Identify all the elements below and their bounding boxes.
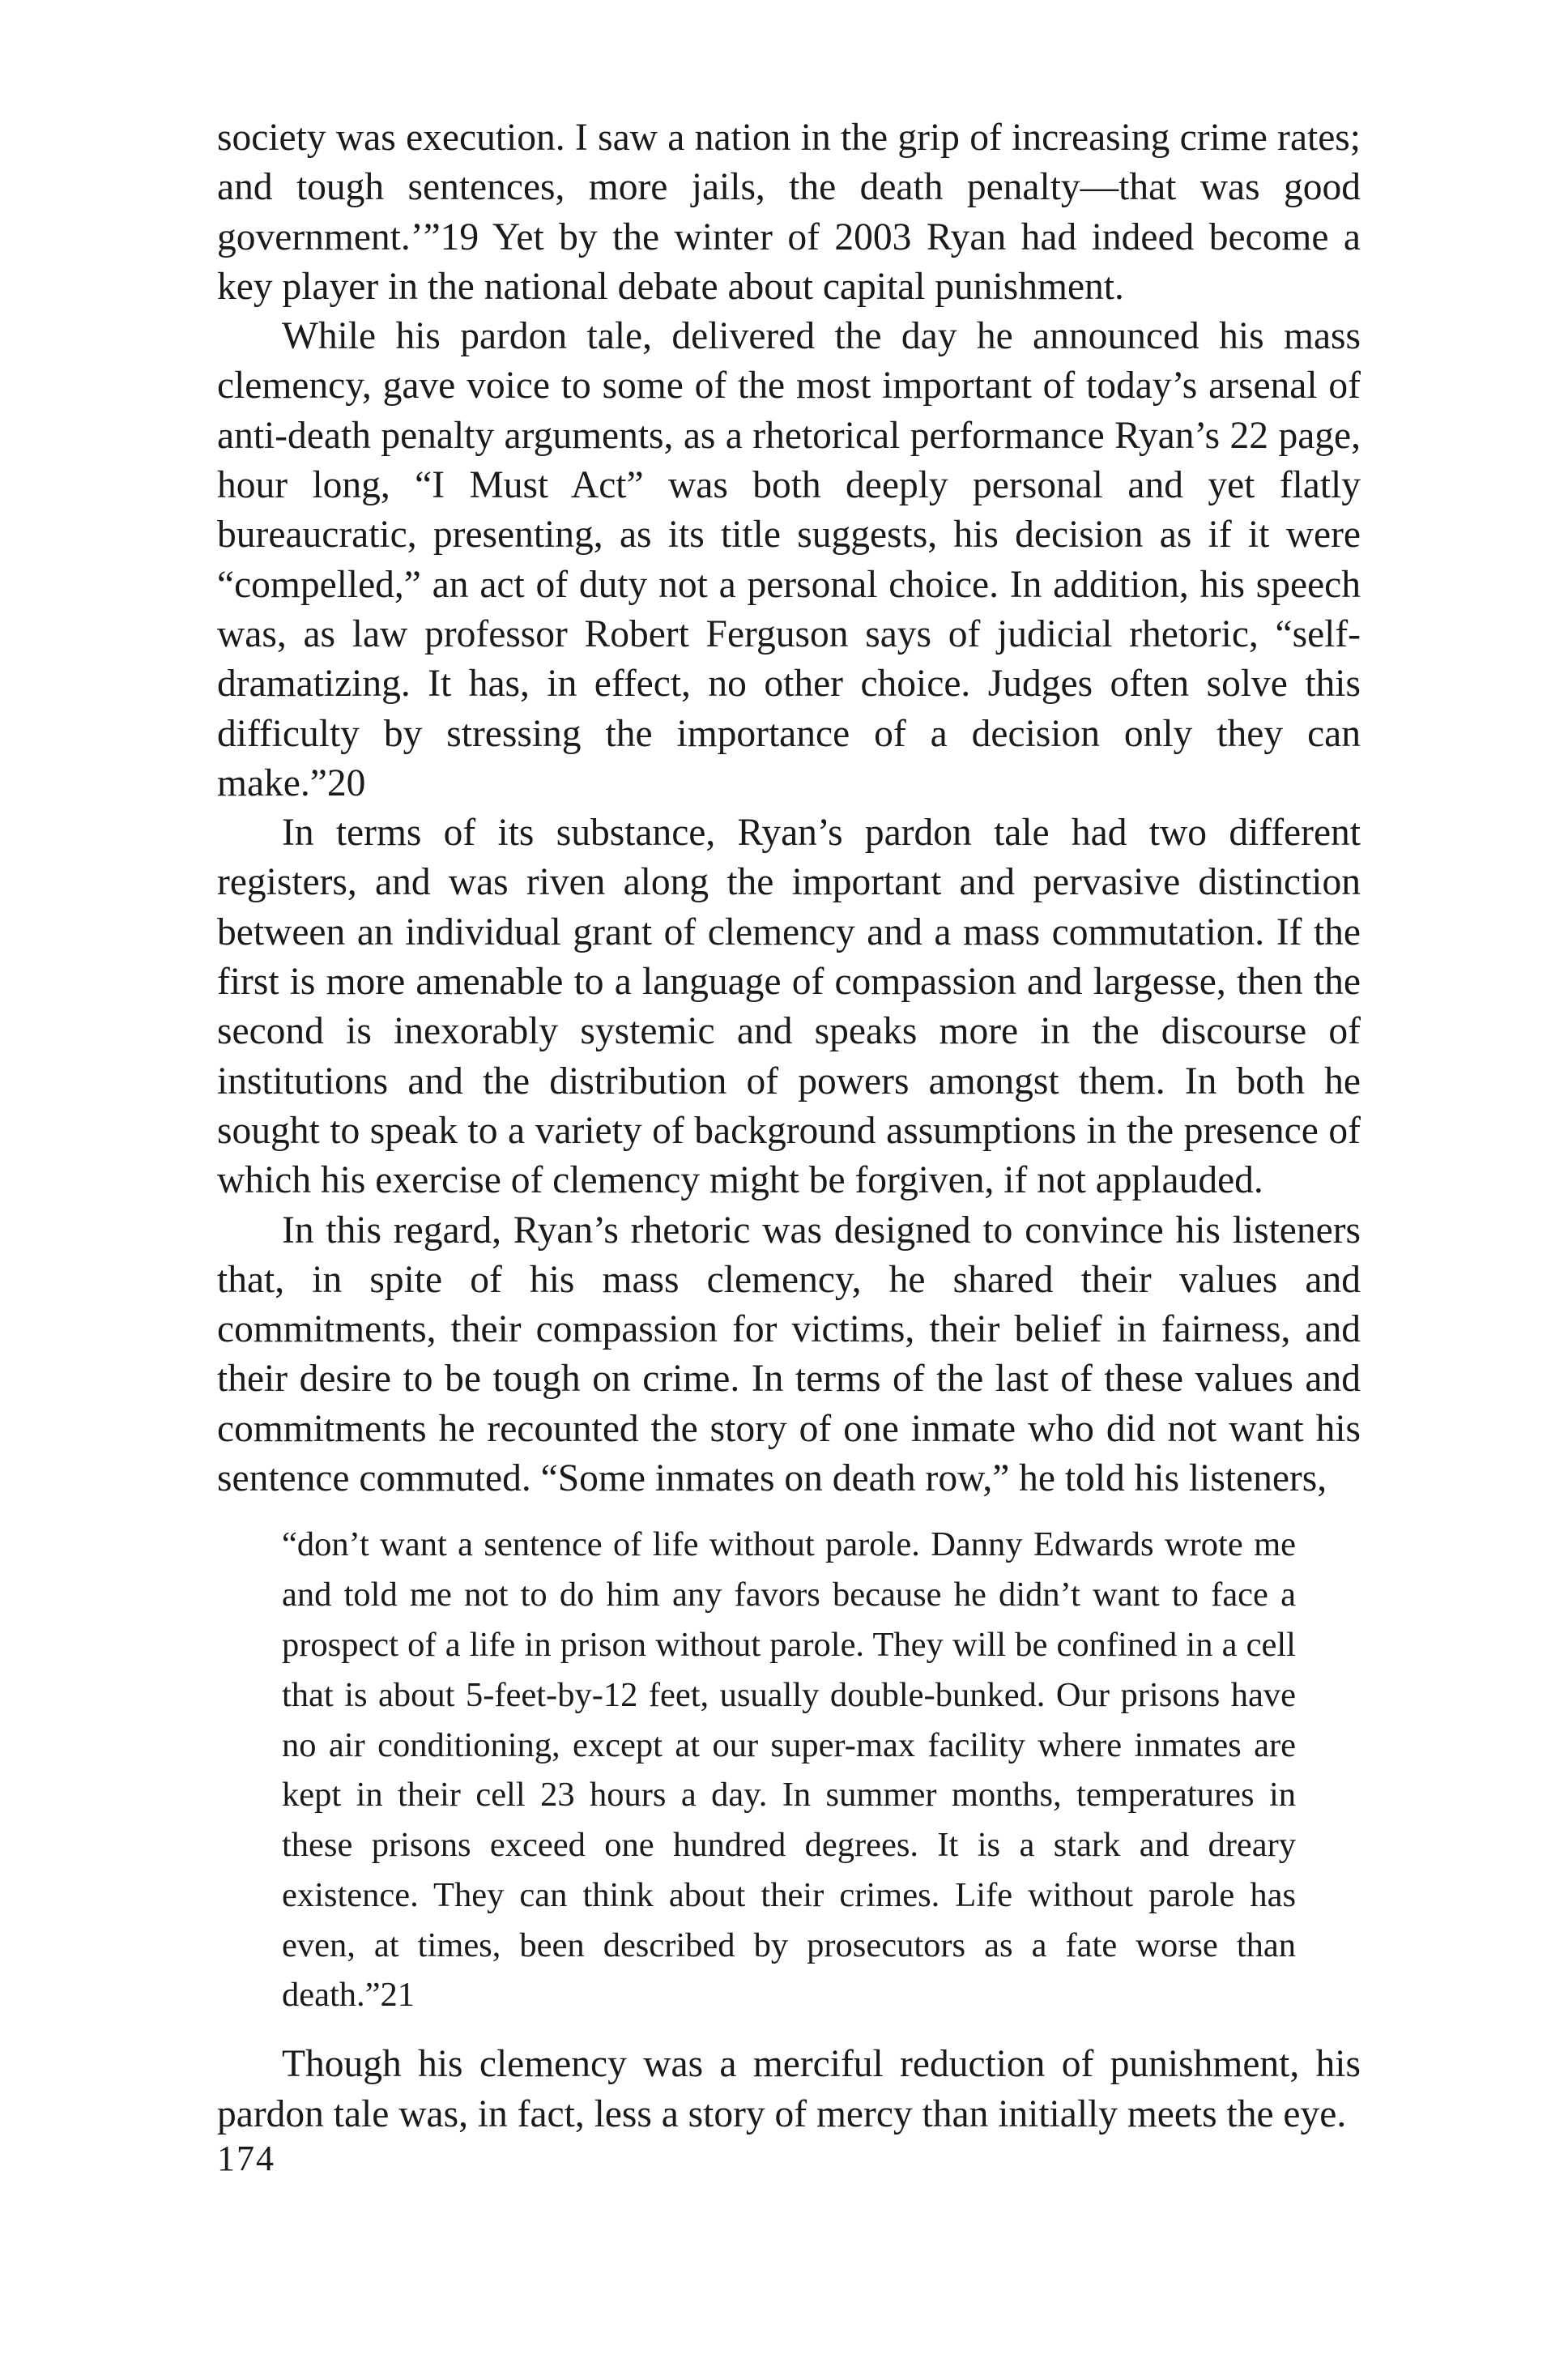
- page-number: 174: [217, 2139, 275, 2178]
- paragraph-closing: Though his clemency was a merciful reduction of punishment, his pardon tale was, in fact, less a story of mercy than initially meets the eye.: [217, 2043, 1361, 2135]
- paragraph-rhetoric: In this regard, Ryan’s rhetoric was designed to convince his listeners that, in spite of his mass clemency, he shared their values and commitments, their compassion for victims, their belief in fairness, and their desire to be tough on crime. In terms of the last of these values and commitments he recounted the story of one inmate who did not want his sentence commuted. “Some inmates on death row,” he told his listeners,: [217, 1209, 1361, 1500]
- block-quote: “don’t want a sentence of life without parole. Danny Edwards wrote me and told me not to do him any favors because he didn’t want to face a prospect of a life in prison without parole. They will be confined in a cell that is about 5-feet-by-12 feet, usually double-bunked. Our prisons have no air conditioning, except at our super-max facility where inmates are kept in their cell 23 hours a day. In summer months, temperatures in these prisons exceed one hundred degrees. It is a stark and dreary existence. They can think about their crimes. Life without parole has even, at times, been described by prosecutors as a fate worse than death.”21: [282, 1525, 1296, 2015]
- book-page: [217, 113, 1361, 2301]
- paragraph-continued: society was execution. I saw a nation in the grip of increasing crime rates; and tough sentences, more jails, the death penalty—that was good government.’”19 Yet by the winter of 2003 Ryan had indeed become a key player in the national debate about capital punishment.: [217, 117, 1361, 308]
- paragraph-substance: In terms of its substance, Ryan’s pardon tale had two different registers, and was riven along the important and pervasive distinction between an individual grant of clemency and a mass commutation. If the first is more amenable to a language of compassion and largesse, then the second is inexorably systemic and speaks more in the discourse of institutions and the distribution of powers amongst them. In both he sought to speak to a variety of background assumptions in the presence of which his exercise of clemency might be forgiven, if not applauded.: [217, 812, 1361, 1202]
- paragraph-pardon-tale: While his pardon tale, delivered the day he announced his mass clemency, gave voice to some of the most important of today’s arsenal of anti-death penalty arguments, as a rhetorical performance Ryan’s 22 page, hour long, “I Must Act” was both deeply personal and yet flatly bureaucratic, presenting, as its title suggests, his decision as if it were “compelled,” an act of duty not a personal choice. In addition, his speech was, as law professor Robert Ferguson says of judicial rhetoric, “self-dramatizing. It has, in effect, no other choice. Judges often solve this difficulty by stressing the importance of a decision only they can make.”20: [217, 315, 1361, 804]
